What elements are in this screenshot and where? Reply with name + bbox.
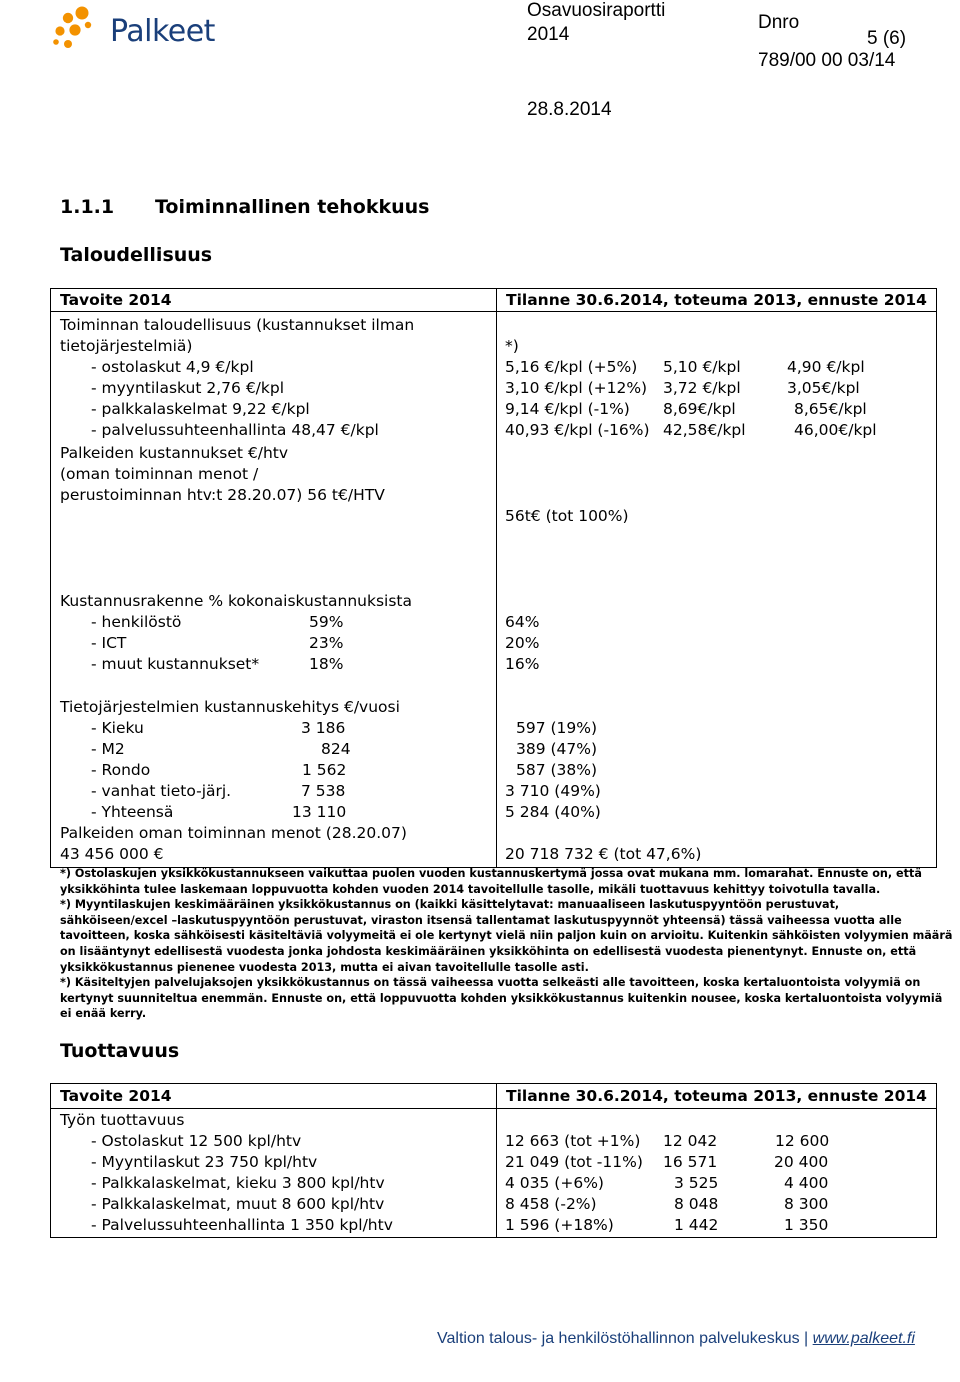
dnro-value: 789/00 00 03/14: [758, 50, 896, 71]
productivity-actual: 21 049 (tot -11%): [505, 1153, 643, 1171]
productivity-label: - Myyntilaskut 23 750 kpl/htv: [91, 1153, 318, 1171]
systems-label: - Kieku: [91, 719, 144, 737]
structure-label: - ICT: [91, 634, 127, 652]
page-footer: [437, 1330, 915, 1348]
economy-intro-line1: Toiminnan taloudellisuus (kustannukset ilman: [60, 316, 415, 334]
systems-label: - Yhteensä: [91, 803, 174, 821]
logo-wordmark: Palkeet: [110, 14, 215, 49]
productivity-2013: 1 442: [674, 1216, 719, 1234]
economy-body-right-cell: [497, 312, 937, 868]
systems-target: 7 538: [301, 782, 346, 800]
economy-forecast: 8,65€/kpl: [794, 400, 867, 418]
economy-costs-line2: (oman toiminnan menot /: [60, 465, 259, 483]
footnote-line: tavoitteen, koska sähköisesti käsiteltäviä volyymeitä ei ole kertynyt vielä niin paljon kuin on arvioitu. Kuitenkin sähköisten volyymien määrä: [60, 929, 953, 943]
footnote-line: sähköiseen/excel –laskutuspyyntöön perustuvat, viraston itsensä tallentamat laskutuspyynnöt yhteensä) tässä vaiheessa vuotta alle: [60, 913, 902, 927]
systems-actual: 389 (47%): [516, 740, 598, 758]
productivity-actual: 12 663 (tot +1%): [505, 1132, 641, 1150]
footnote-line: yksikkökustannus pienenee vuodesta 2013, mutta ei aivan tavoitellulle tasolle asti.: [60, 960, 589, 974]
productivity-intro: Työn tuottavuus: [60, 1111, 185, 1129]
own-costs-label: Palkeiden oman toiminnan menot (28.20.07): [60, 824, 407, 842]
systems-label: - vanhat tieto-järj.: [91, 782, 232, 800]
systems-target: 3 186: [301, 719, 346, 737]
systems-label: - M2: [91, 740, 125, 758]
structure-label: - muut kustannukset*: [91, 655, 260, 673]
footnotes: [60, 866, 953, 1022]
structure-actual: 64%: [505, 613, 540, 631]
footnote-line: on lisääntynyt edellisestä vuodesta jonka johdosta keskimääräinen yksikköhinta on edellisestä vuodesta pienentynyt. Ennuste on, että: [60, 944, 917, 958]
productivity-col-left-header: Tavoite 2014: [60, 1087, 172, 1105]
report-title: Osavuosiraportti: [527, 0, 666, 21]
economy-col-right-header: Tilanne 30.6.2014, toteuma 2013, ennuste 2014: [506, 291, 927, 309]
structure-target: 18%: [309, 655, 344, 673]
footnote-marker: *): [505, 337, 519, 355]
footnote-line: ei enää kerry.: [60, 1007, 147, 1021]
systems-target: 824: [321, 740, 351, 758]
productivity-forecast: 1 350: [784, 1216, 829, 1234]
own-costs-actual: 20 718 732 € (tot 47,6%): [505, 845, 702, 863]
footer-org: Valtion talous- ja henkilöstöhallinnon palvelukeskus |: [437, 1330, 813, 1347]
productivity-table: [50, 1083, 937, 1238]
footnote-line: *) Ostolaskujen yksikkökustannukseen vaikuttaa puolen vuoden kustannuskertymä jossa ovat mukana mm. lomarahat. Ennuste on, että: [60, 867, 922, 880]
productivity-label: - Palvelussuhteenhallinta 1 350 kpl/htv: [91, 1216, 393, 1234]
systems-actual: 597 (19%): [516, 719, 598, 737]
systems-target: 1 562: [302, 761, 347, 779]
productivity-forecast: 20 400: [774, 1153, 829, 1171]
economy-costs-actual: 56t€ (tot 100%): [505, 507, 629, 525]
systems-actual: 587 (38%): [516, 761, 598, 779]
economy-item: - palkkalaskelmat 9,22 €/kpl: [91, 400, 310, 418]
palkeet-logo-icon: [48, 4, 110, 62]
economy-header-left-cell: [51, 289, 497, 312]
structure-actual: 20%: [505, 634, 540, 652]
footnote-line: *) Käsiteltyjen palvelujaksojen yksikkökustannus on tässä vaiheessa vuotta selkeästi alle tavoitteen, koska kertaluontoista volyymiä on: [60, 976, 921, 990]
productivity-body-right-cell: [497, 1109, 937, 1238]
page-number: 5 (6): [867, 28, 907, 49]
systems-label: - Rondo: [91, 761, 151, 779]
productivity-actual: 8 458 (-2%): [505, 1195, 597, 1213]
economy-item: - myyntilaskut 2,76 €/kpl: [91, 379, 285, 397]
productivity-body-left-cell: [51, 1109, 497, 1238]
economy-2013: 3,72 €/kpl: [663, 379, 741, 397]
systems-title: Tietojärjestelmien kustannuskehitys €/vuosi: [60, 698, 400, 716]
systems-target: 13 110: [292, 803, 347, 821]
systems-actual: 5 284 (40%): [505, 803, 601, 821]
economy-item: - palvelussuhteenhallinta 48,47 €/kpl: [91, 421, 379, 439]
productivity-2013: 12 042: [663, 1132, 718, 1150]
productivity-2013: 3 525: [674, 1174, 719, 1192]
report-year: 2014: [527, 24, 570, 45]
productivity-col-right-header: Tilanne 30.6.2014, toteuma 2013, ennuste 2014: [506, 1087, 927, 1105]
productivity-header-left-cell: [51, 1084, 497, 1109]
productivity-label: - Ostolaskut 12 500 kpl/htv: [91, 1132, 302, 1150]
own-costs-target: 43 456 000 €: [60, 845, 164, 863]
structure-title: Kustannusrakenne % kokonaiskustannuksista: [60, 592, 412, 610]
footnote-line: yksikköhinta tulee laskemaan loppuvuotta kohden vuoden 2014 tavoitellulle tasolle, mikäli tuottavuus kehittyy toivotulla tavalla.: [60, 882, 881, 896]
economy-actual: 40,93 €/kpl (-16%): [505, 421, 650, 439]
productivity-label: - Palkkalaskelmat, muut 8 600 kpl/htv: [91, 1195, 385, 1213]
productivity-actual: 4 035 (+6%): [505, 1174, 604, 1192]
footnote-line: kertynyt suunniteltua enemmän. Ennuste on, että loppuvuotta kohden yksikkökustannus kuitenkin nousee, koska kertaluontoista volyymiä: [60, 991, 943, 1005]
economy-intro-line2: tietojärjestelmiä): [60, 337, 193, 355]
economy-table: [50, 288, 937, 868]
productivity-header-right-cell: [497, 1084, 937, 1109]
economy-title: Taloudellisuus: [60, 244, 213, 266]
section-title: Toiminnallinen tehokkuus: [155, 196, 430, 218]
economy-header-right-cell: [497, 289, 937, 312]
report-date: 28.8.2014: [527, 99, 612, 120]
structure-label: - henkilöstö: [91, 613, 182, 631]
productivity-actual: 1 596 (+18%): [505, 1216, 614, 1234]
economy-costs-line3: perustoiminnan htv:t 28.20.07) 56 t€/HTV: [60, 486, 385, 504]
economy-forecast: 4,90 €/kpl: [787, 358, 865, 376]
economy-forecast: 3,05€/kpl: [787, 379, 860, 397]
economy-col-left-header: Tavoite 2014: [60, 291, 172, 309]
productivity-label: - Palkkalaskelmat, kieku 3 800 kpl/htv: [91, 1174, 385, 1192]
systems-actual: 3 710 (49%): [505, 782, 601, 800]
productivity-title: Tuottavuus: [60, 1040, 180, 1062]
economy-2013: 5,10 €/kpl: [663, 358, 741, 376]
economy-actual: 9,14 €/kpl (-1%): [505, 400, 630, 418]
section-number: 1.1.1: [60, 196, 115, 218]
economy-costs-line1: Palkeiden kustannukset €/htv: [60, 444, 289, 462]
productivity-forecast: 8 300: [784, 1195, 829, 1213]
productivity-forecast: 12 600: [775, 1132, 830, 1150]
economy-actual: 5,16 €/kpl (+5%): [505, 358, 638, 376]
productivity-2013: 8 048: [674, 1195, 719, 1213]
structure-actual: 16%: [505, 655, 540, 673]
economy-actual: 3,10 €/kpl (+12%): [505, 379, 648, 397]
economy-2013: 8,69€/kpl: [663, 400, 736, 418]
economy-body-left-cell: [51, 312, 497, 868]
structure-target: 59%: [309, 613, 344, 631]
productivity-forecast: 4 400: [784, 1174, 829, 1192]
footnote-line: *) Myyntilaskujen keskimääräinen yksikkökustannus on (kaikki käsittelytavat: manuaaliseen laskutuspyyntöön perustuvat,: [60, 898, 840, 912]
economy-item: - ostolaskut 4,9 €/kpl: [91, 358, 254, 376]
structure-target: 23%: [309, 634, 344, 652]
economy-forecast: 46,00€/kpl: [794, 421, 877, 439]
footer-url-link[interactable]: www.palkeet.fi: [812, 1330, 915, 1347]
dnro-label: Dnro: [758, 12, 800, 33]
economy-2013: 42,58€/kpl: [663, 421, 746, 439]
productivity-2013: 16 571: [663, 1153, 718, 1171]
